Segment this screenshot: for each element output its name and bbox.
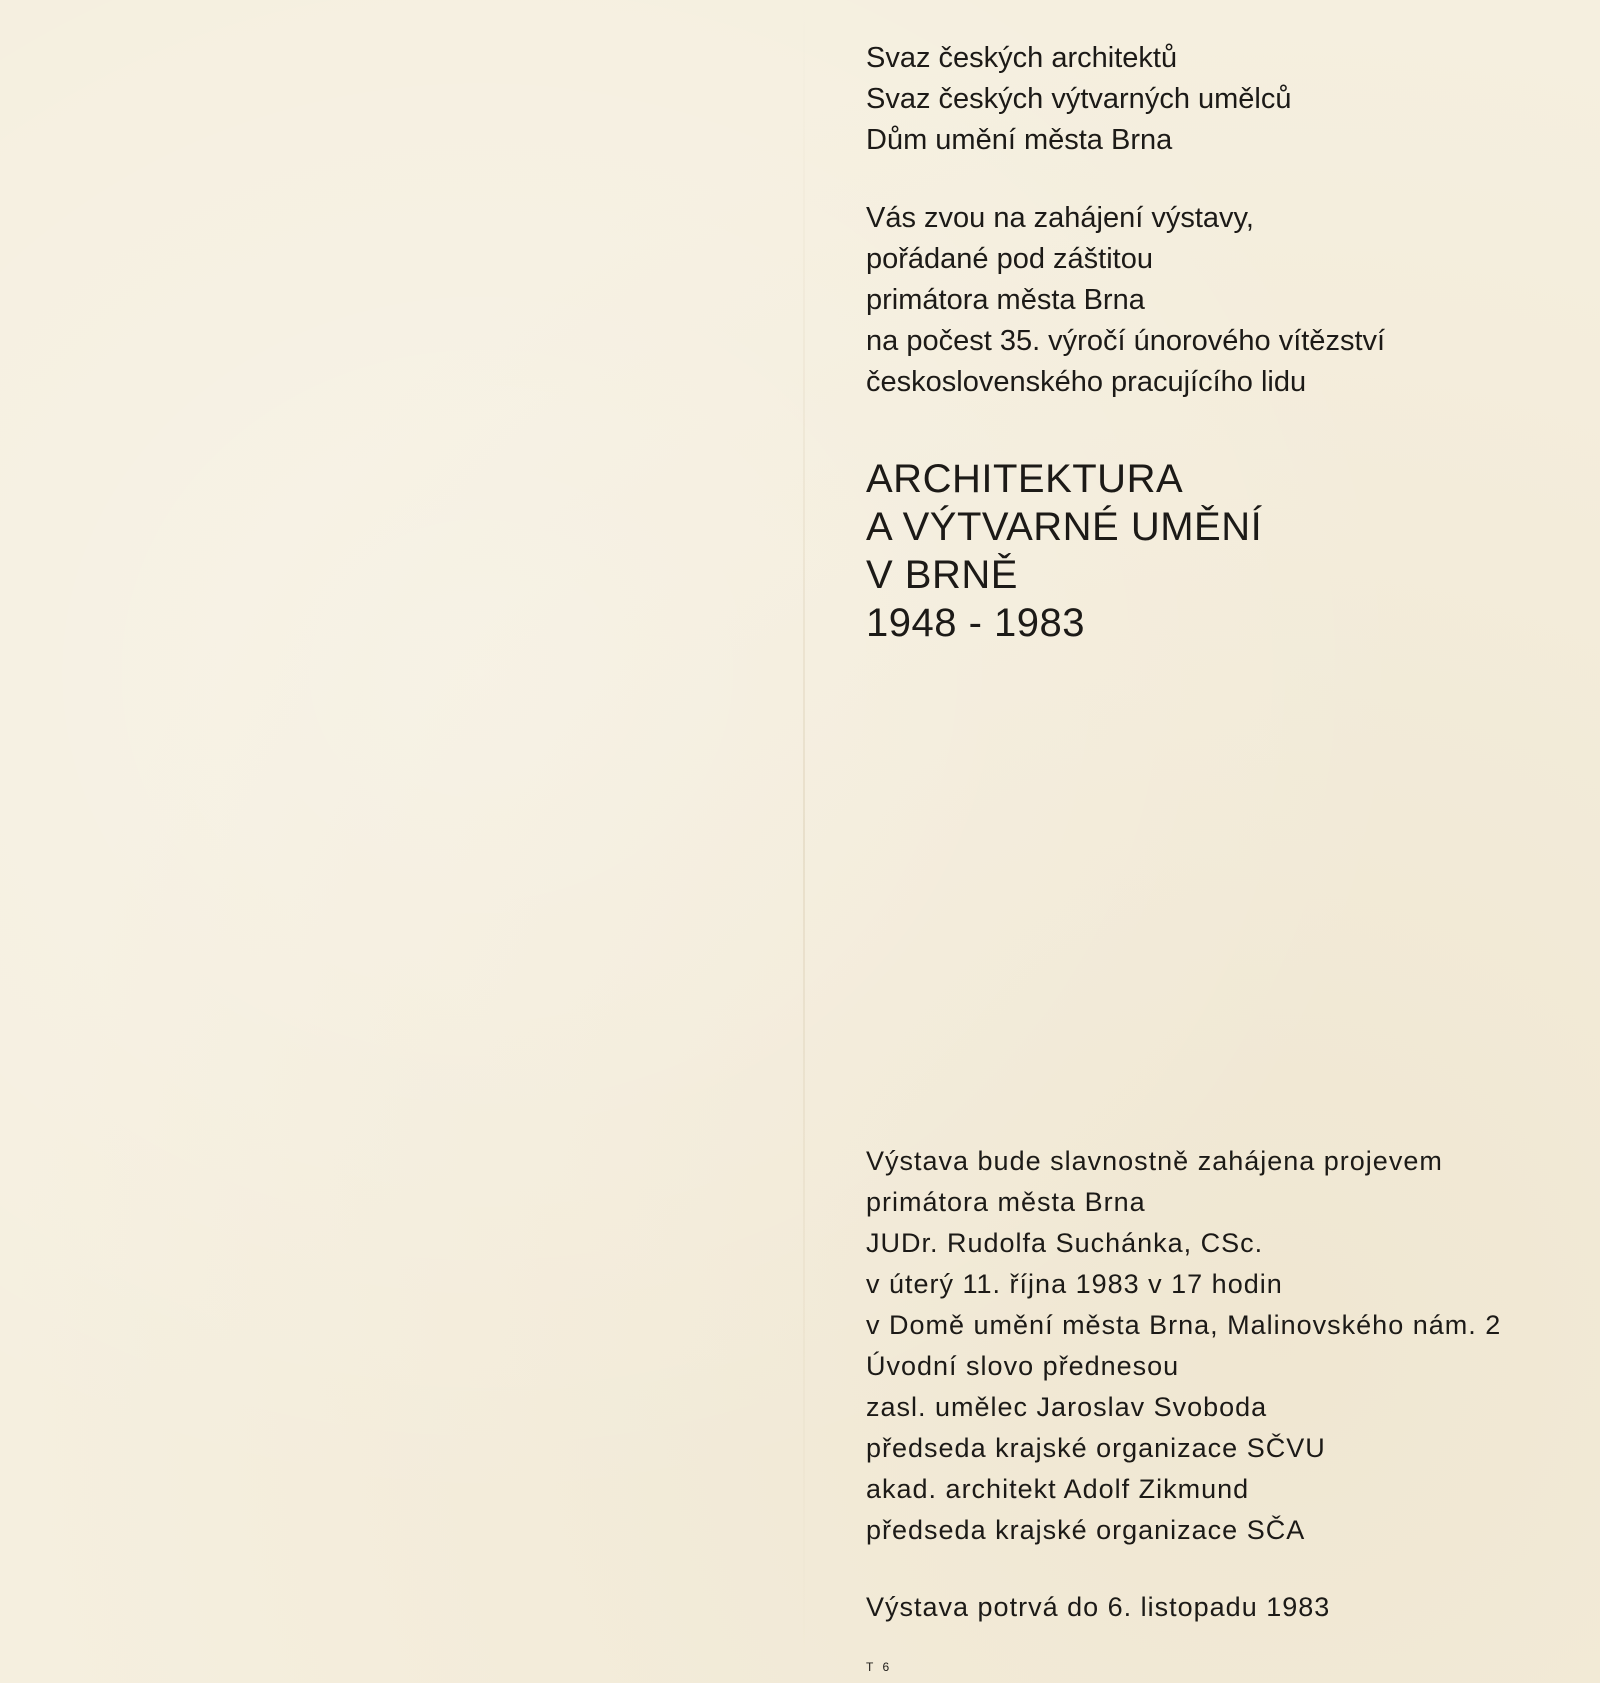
organizer-line: Svaz českých architektů <box>866 42 1178 74</box>
print-code-text: T 6 <box>866 1660 893 1674</box>
details-line: Výstava bude slavnostně zahájena projevem <box>866 1146 1443 1176</box>
title-line: A VÝTVARNÉ UMĚNÍ <box>866 505 1263 549</box>
title-line: V BRNĚ <box>866 553 1018 597</box>
center-fold <box>803 0 805 1683</box>
print-code <box>866 1660 1586 1674</box>
details-line: Úvodní slovo přednesou <box>866 1351 1180 1381</box>
details-line: v Domě umění města Brna, Malinovského nám. 2 <box>866 1310 1502 1340</box>
details-line: předseda krajské organizace SČVU <box>866 1433 1326 1463</box>
exhibition-title <box>866 455 1586 647</box>
exhibition-duration <box>866 1587 1586 1628</box>
opening-details-block <box>866 1141 1586 1551</box>
organizer-line: Dům umění města Brna <box>866 124 1173 156</box>
duration-line: Výstava potrvá do 6. listopadu 1983 <box>866 1592 1331 1622</box>
title-years: 1948 - 1983 <box>866 601 1086 645</box>
organizer-line: Svaz českých výtvarných umělců <box>866 83 1292 115</box>
invitation-line: československého pracujícího lidu <box>866 366 1307 398</box>
details-line: JUDr. Rudolfa Suchánka, CSc. <box>866 1228 1264 1258</box>
details-line: v úterý 11. října 1983 v 17 hodin <box>866 1269 1283 1299</box>
invitation-line: na počest 35. výročí únorového vítězství <box>866 325 1386 357</box>
invitation-line: pořádané pod záštitou <box>866 243 1153 275</box>
title-line: ARCHITEKTURA <box>866 457 1184 501</box>
invitation-line: Vás zvou na zahájení výstavy, <box>866 202 1254 234</box>
details-line: primátora města Brna <box>866 1187 1146 1217</box>
details-line: akad. architekt Adolf Zikmund <box>866 1474 1250 1504</box>
invitation-line: primátora města Brna <box>866 284 1145 316</box>
details-line: předseda krajské organizace SČA <box>866 1515 1306 1545</box>
organizers-block <box>866 38 1586 161</box>
invitation-block <box>866 198 1586 403</box>
details-line: zasl. umělec Jaroslav Svoboda <box>866 1392 1268 1422</box>
